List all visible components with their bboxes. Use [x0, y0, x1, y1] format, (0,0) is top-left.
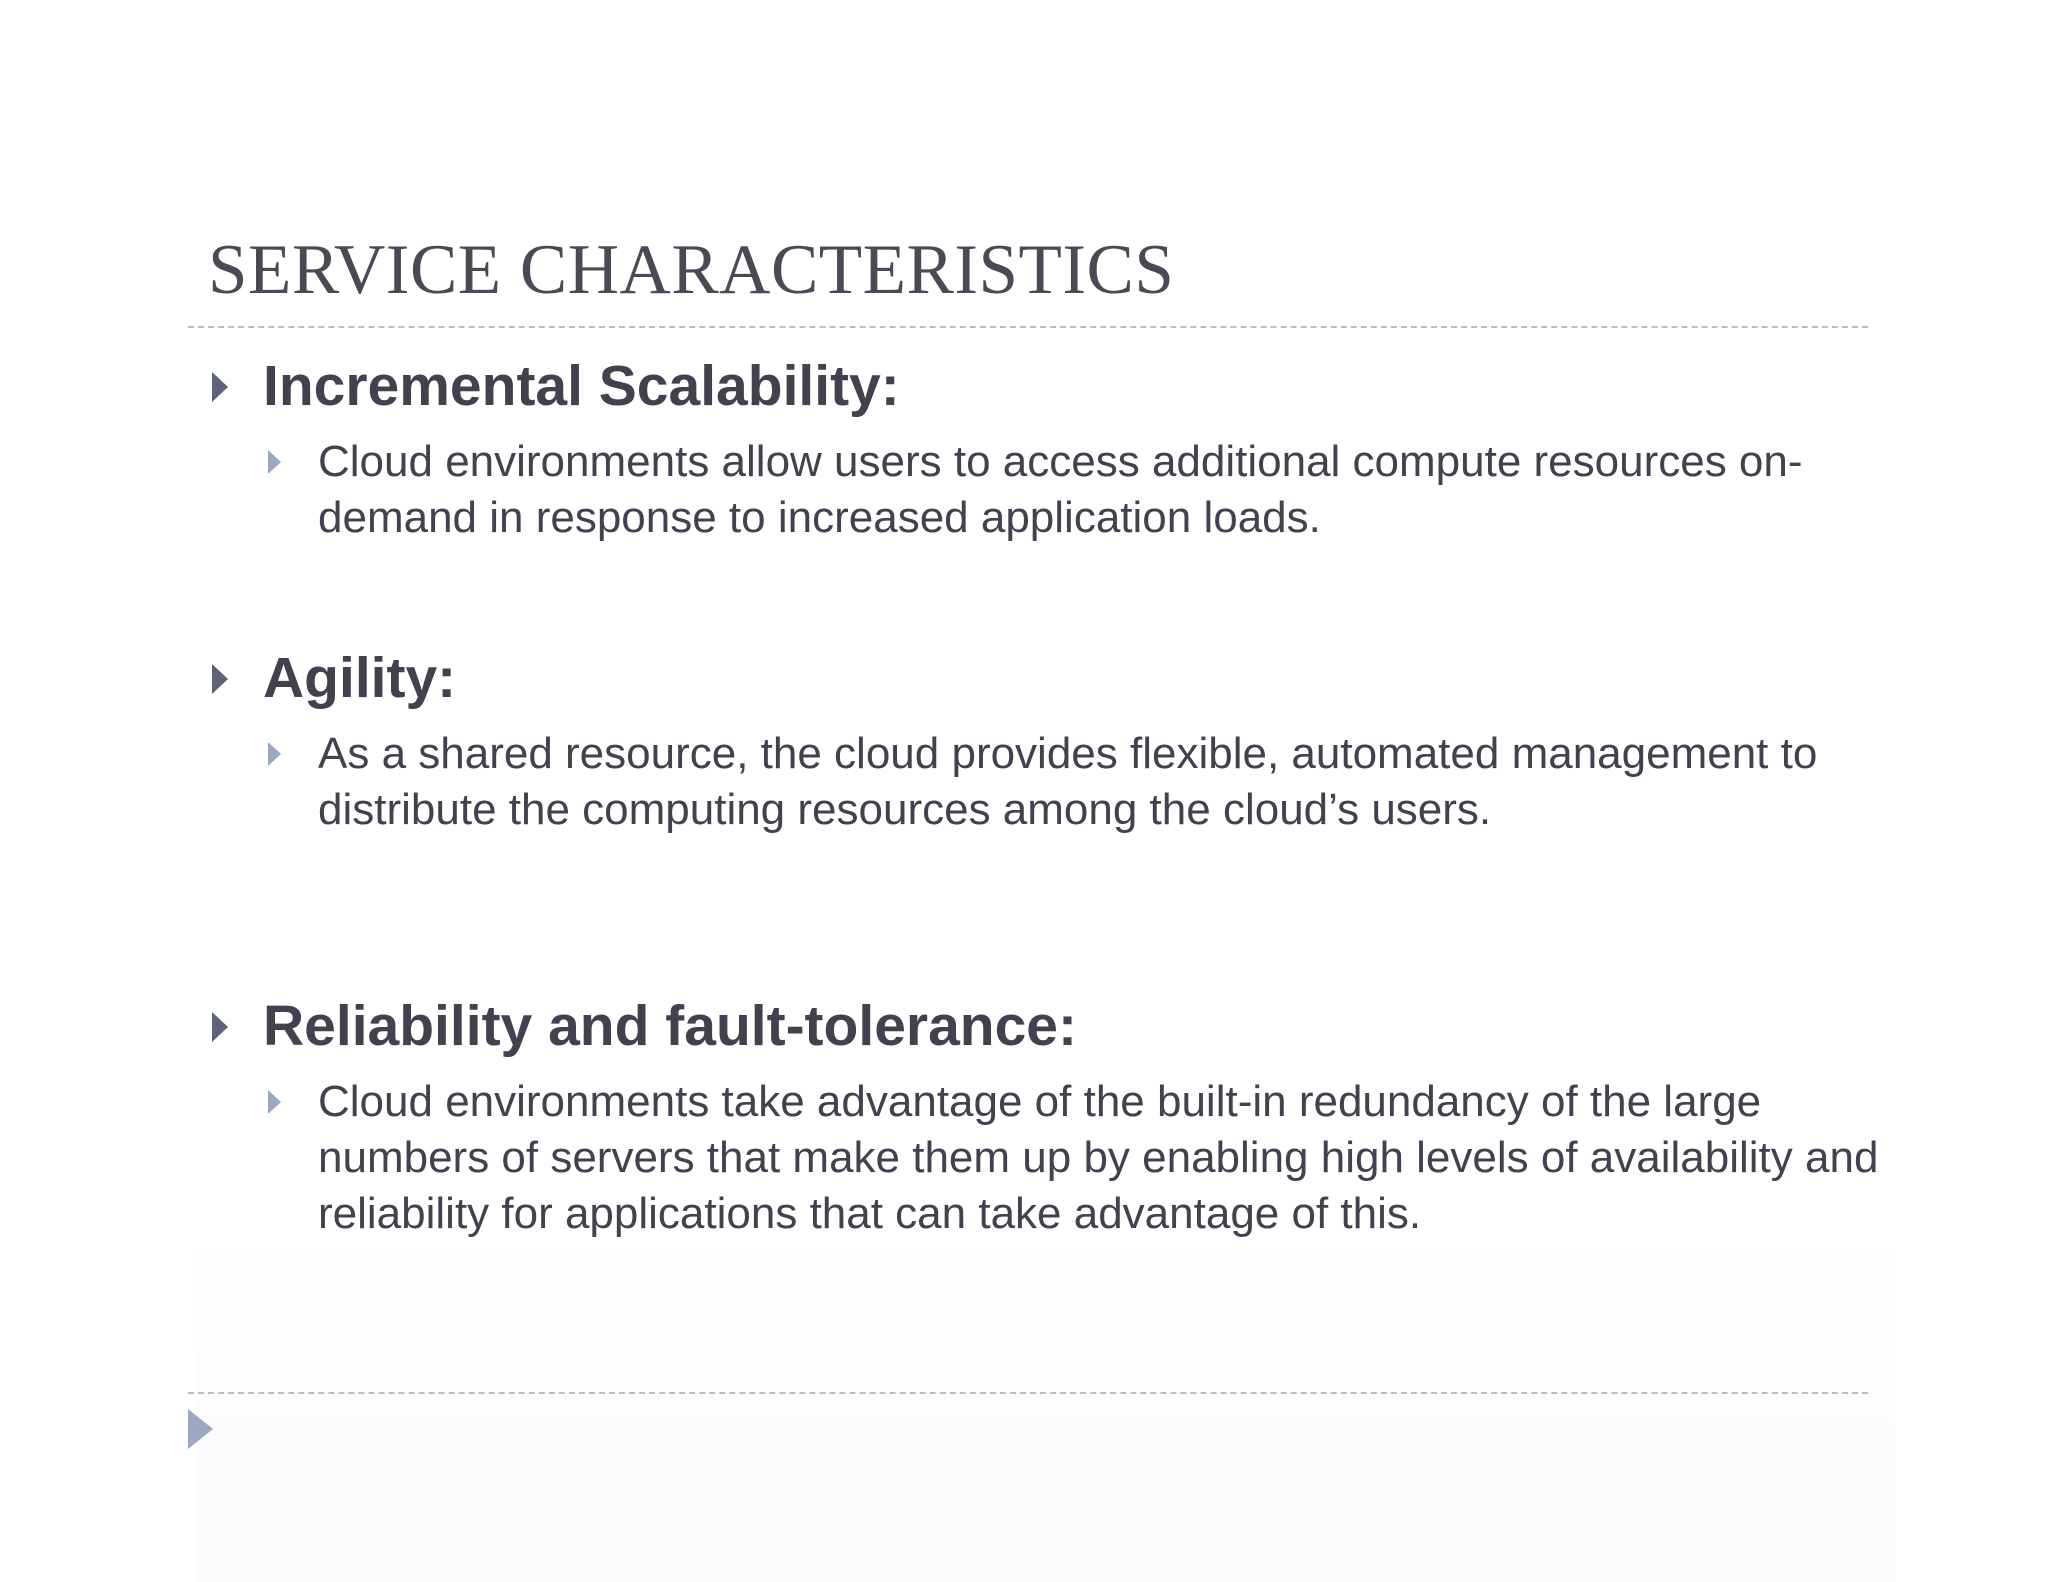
bullet-triangle-icon — [212, 1012, 228, 1042]
section-text-agility: As a shared resource, the cloud provides flexible, automated management to distribute the computing resources among the cloud’s users. — [318, 729, 1818, 834]
section-heading-scalability: Incremental Scalability: — [263, 354, 900, 418]
section-text-scalability: Cloud environments allow users to access additional compute resources on-demand in response to increased application loads. — [318, 437, 1803, 542]
footer-divider — [188, 1392, 1868, 1394]
bullet-triangle-icon — [212, 664, 228, 694]
section-text-reliability: Cloud environments take advantage of the built-in redundancy of the large numbers of servers that make them up by enabling high levels of availability and reliability for applications that can take advantage of this. — [318, 1077, 1879, 1238]
title-divider — [188, 326, 1868, 328]
section-heading-reliability: Reliability and fault-tolerance: — [263, 994, 1077, 1058]
background-panel — [195, 1230, 1895, 1582]
sub-bullet-triangle-icon — [268, 1090, 281, 1114]
sub-bullet-triangle-icon — [268, 450, 281, 474]
footer-triangle-icon — [188, 1409, 213, 1449]
section-heading-agility: Agility: — [263, 646, 457, 710]
sub-bullet-triangle-icon — [268, 742, 281, 766]
bullet-triangle-icon — [212, 372, 228, 402]
slide-title: SERVICE CHARACTERISTICS — [208, 231, 1175, 309]
